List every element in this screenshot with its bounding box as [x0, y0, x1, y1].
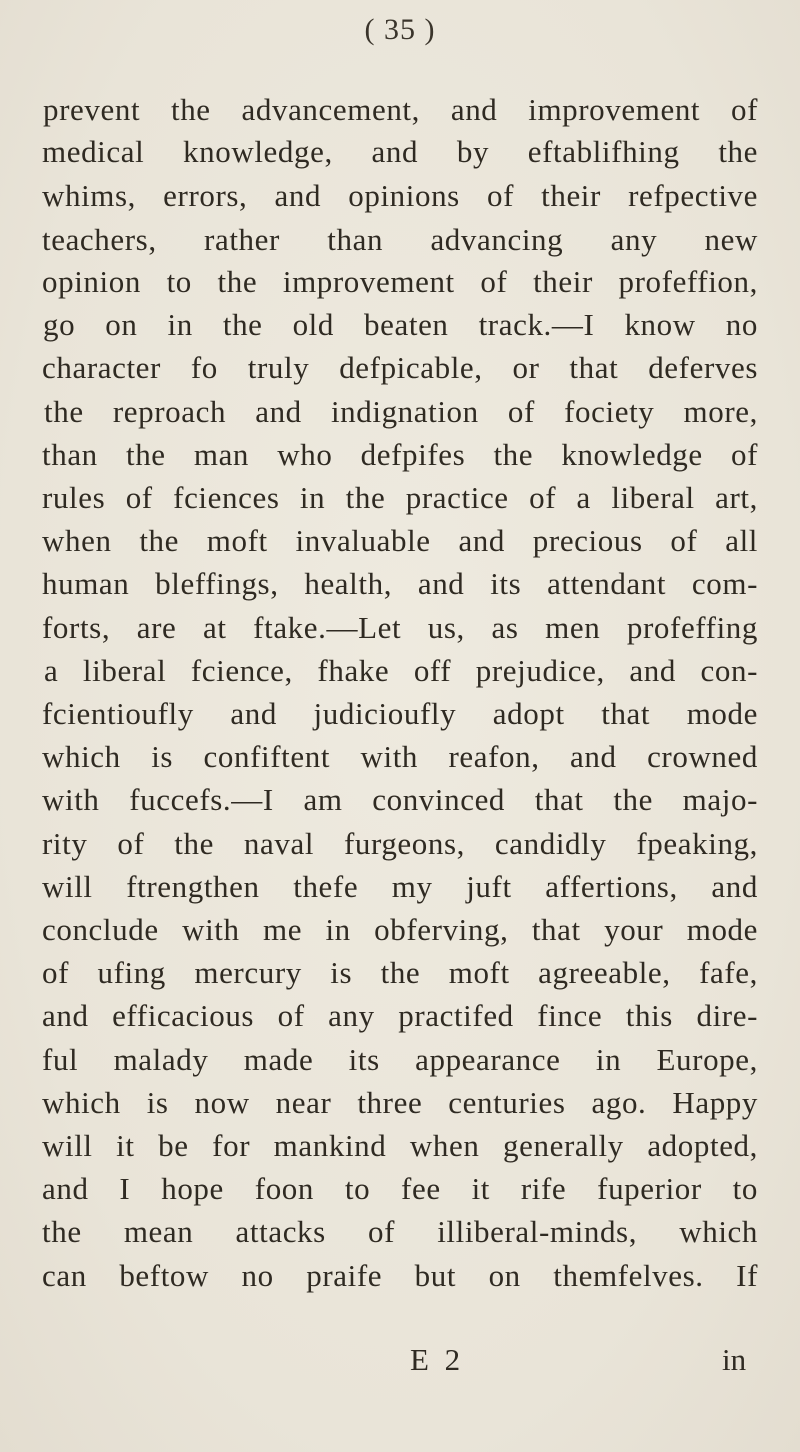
- text-line: prevent the advancement, and improvement of: [43, 92, 758, 127]
- text-line: conclude with me in obferving, that your mode: [42, 912, 758, 947]
- text-line: human bleffings, health, and its attendant com-: [42, 566, 758, 601]
- text-line: forts, are at ftake.—Let us, as men profeffing: [42, 610, 758, 645]
- catchword: in: [722, 1342, 747, 1377]
- text-line: which is now near three centuries ago. Happy: [42, 1085, 758, 1120]
- text-line: the reproach and indignation of fociety more,: [44, 394, 758, 429]
- text-line: teachers, rather than advancing any new: [42, 222, 758, 257]
- text-line: ful malady made its appearance in Europe,: [42, 1042, 758, 1077]
- signature-mark: E 2: [410, 1342, 465, 1377]
- text-line: than the man who defpifes the knowledge of: [42, 437, 758, 472]
- text-line: fcientioufly and judicioufly adopt that mode: [42, 696, 758, 731]
- text-line: of ufing mercury is the moft agreeable, fafe,: [42, 955, 758, 990]
- text-line: and efficacious of any practifed fince this dire-: [42, 998, 758, 1033]
- text-line: rules of fciences in the practice of a liberal art,: [42, 480, 758, 515]
- text-line: will ftrengthen thefe my juft affertions, and: [42, 869, 758, 904]
- text-line: with fuccefs.—I am convinced that the majo-: [42, 782, 758, 817]
- text-line: character fo truly defpicable, or that deferves: [42, 350, 758, 385]
- text-line: a liberal fcience, fhake off prejudice, and con-: [44, 653, 758, 688]
- text-line: medical knowledge, and by eftablifhing the: [42, 134, 758, 169]
- text-line: the mean attacks of illiberal-minds, which: [42, 1214, 758, 1249]
- text-line: whims, errors, and opinions of their refpective: [42, 178, 758, 213]
- text-line: when the moft invaluable and precious of all: [42, 523, 758, 558]
- text-line: rity of the naval furgeons, candidly fpeaking,: [42, 826, 758, 861]
- text-line: which is confiftent with reafon, and crowned: [42, 739, 758, 774]
- text-line: go on in the old beaten track.—I know no: [43, 307, 758, 342]
- text-line: will it be for mankind when generally adopted,: [42, 1128, 758, 1163]
- page-number: ( 35 ): [364, 13, 436, 46]
- text-line: and I hope foon to fee it rife fuperior to: [42, 1171, 758, 1206]
- text-line: can beftow no praife but on themfelves. If: [42, 1258, 758, 1293]
- text-line: opinion to the improvement of their profeffion,: [42, 264, 758, 299]
- page-footer: [0, 1340, 800, 1380]
